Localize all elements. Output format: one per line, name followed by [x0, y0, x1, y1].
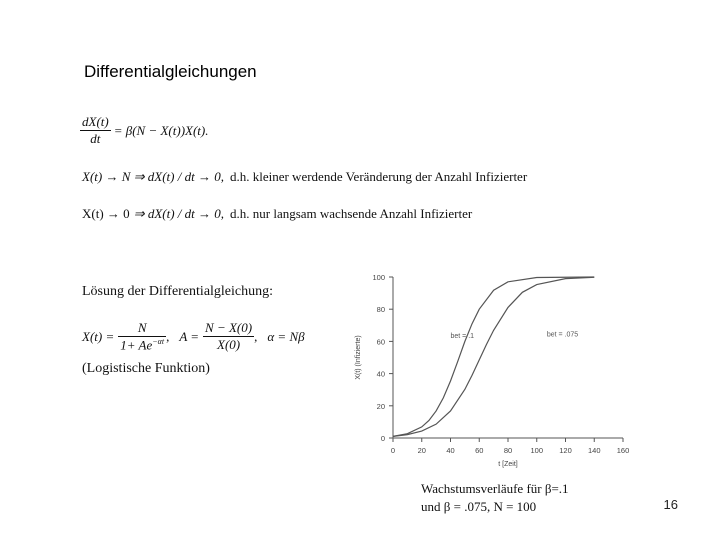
limit2-math-b: ⇒ dX(t) / dt → 0, [133, 206, 224, 221]
solution-heading: Lösung der Differentialgleichung: [82, 284, 274, 299]
page-number: 16 [663, 497, 678, 512]
solution-comma-2: , [254, 328, 258, 344]
solution-lhs: X(t) = [82, 328, 115, 344]
solution-exponent: −αt [152, 337, 165, 346]
series-label: bet = .1 [450, 333, 475, 341]
ode-numerator: dX(t) [82, 114, 109, 129]
y-tick-label: 80 [376, 305, 385, 315]
x-tick-label: 40 [446, 446, 455, 455]
ode-rhs: = β(N − X(t))X(t). [113, 122, 209, 138]
y-tick-label: 40 [376, 369, 385, 379]
limit1-math: X(t) → N ⇒ dX(t) / dt → 0, [82, 169, 224, 184]
x-tick-label: 100 [530, 446, 544, 455]
limit-line-2 [82, 206, 472, 222]
solution-equation [82, 320, 305, 353]
plot-area [355, 273, 629, 468]
ode-equation [80, 114, 209, 147]
a-lhs: A = [179, 328, 200, 344]
a-fraction [203, 320, 254, 353]
limit-line-1 [82, 169, 527, 185]
x-tick-label: 60 [475, 446, 484, 455]
y-tick-label: 60 [376, 337, 385, 347]
limit2-text: d.h. nur langsam wachsende Anzahl Infizierter [230, 206, 473, 221]
x-tick-label: 160 [616, 446, 630, 455]
limit1-text: d.h. kleiner werdende Veränderung der Anzahl Infizierter [229, 169, 528, 184]
chart-caption-line2: und β = .075, N = 100 [421, 499, 537, 514]
solution-denominator-base: 1+ Ae [120, 337, 153, 353]
y-tick-label: 100 [372, 273, 385, 282]
slide-title: Differentialgleichungen [84, 62, 257, 81]
solution-comma-1: , [166, 328, 170, 344]
series-line [393, 277, 594, 436]
ode-fraction [80, 114, 111, 147]
y-axis-label: X(t) (Infizierte) [355, 335, 362, 380]
a-numerator: N − X(0) [205, 320, 253, 336]
solution-denominator [118, 337, 166, 353]
x-tick-label: 20 [417, 446, 426, 455]
alpha-definition: α = Nβ [267, 328, 305, 344]
x-axis-label: t [Zeit] [498, 461, 518, 468]
y-tick-label: 20 [376, 401, 385, 411]
x-tick-label: 120 [559, 446, 572, 455]
series-label: bet = .075 [546, 331, 579, 339]
solution-note: (Logistische Funktion) [82, 361, 210, 376]
x-tick-label: 0 [390, 446, 396, 455]
solution-numerator: N [118, 320, 166, 337]
growth-chart [345, 262, 645, 472]
x-tick-label: 80 [503, 446, 513, 455]
y-tick-label: 0 [380, 434, 385, 443]
limit2-math-a: X(t) → 0 [82, 206, 130, 221]
x-tick-label: 140 [587, 446, 601, 455]
chart-caption-line1: Wachstumsverläufe für β=.1 [421, 481, 569, 496]
series-line [393, 277, 594, 436]
solution-fraction [118, 320, 166, 353]
ode-denominator: dt [90, 131, 101, 146]
a-denominator: X(0) [217, 337, 241, 353]
